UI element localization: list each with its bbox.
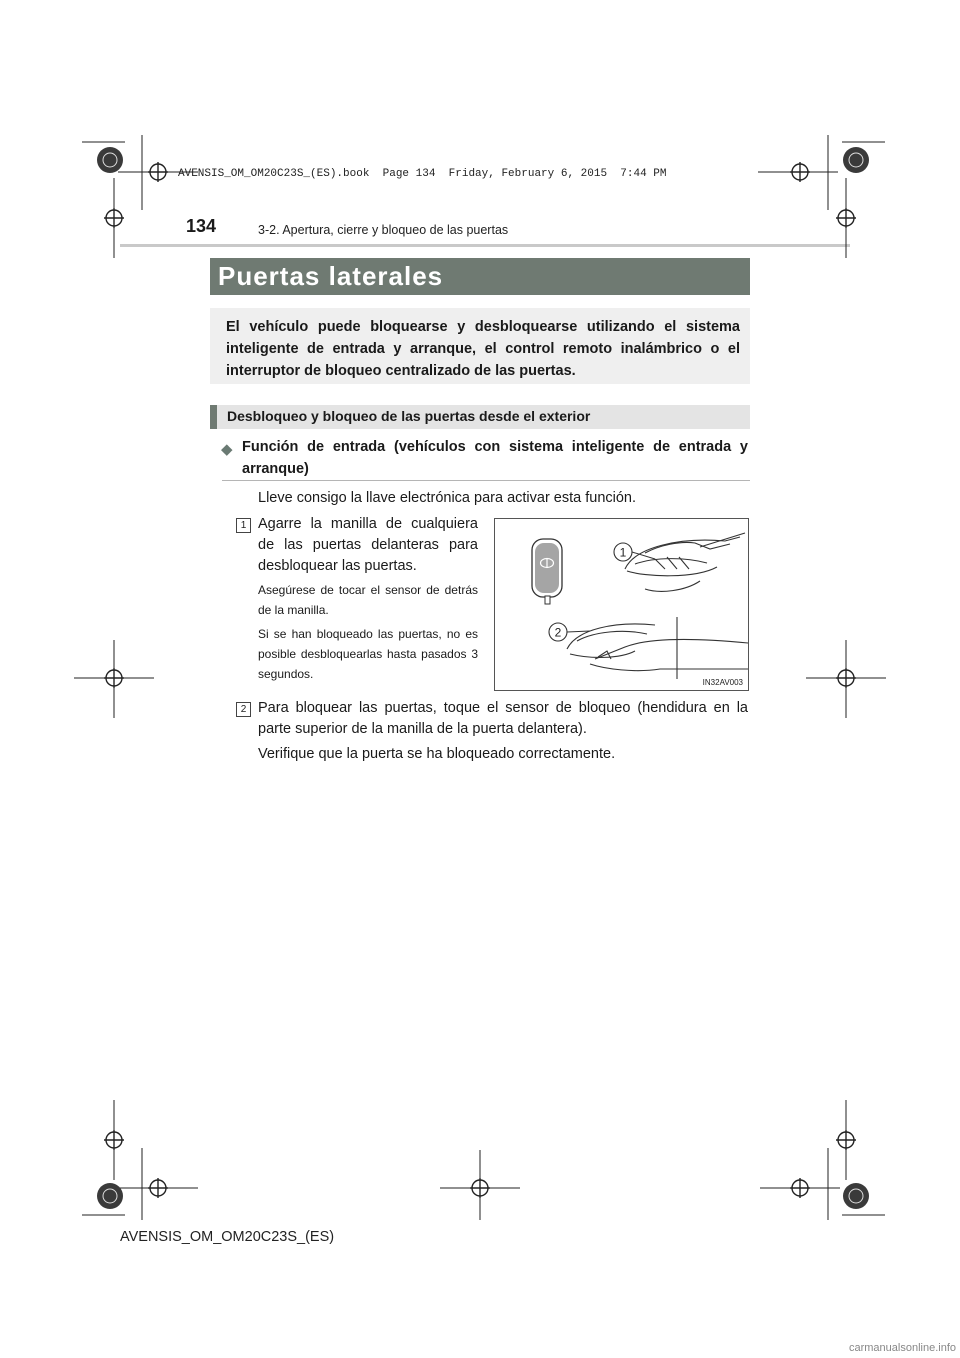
feature-lead: Lleve consigo la llave electrónica para activar esta función. bbox=[258, 490, 637, 506]
callout-2-label: 2 bbox=[554, 625, 562, 640]
watermark: carmanualsonline.info bbox=[848, 1342, 956, 1354]
figure-code: IN32AV003 bbox=[702, 678, 743, 687]
diamond-bullet-icon: ◆ bbox=[221, 441, 233, 458]
page-title: Puertas laterales bbox=[218, 261, 444, 291]
callout-1-label: 1 bbox=[619, 545, 627, 560]
print-stamp: AVENSIS_OM_OM20C23S_(ES).book Page 134 Friday, February 6, 2015 7:44 PM bbox=[178, 168, 667, 180]
step-number-1: 1 bbox=[236, 518, 251, 533]
step-2-text: Para bloquear las puertas, toque el sensor de bloqueo (hendidura en la parte superior de la manilla de la puerta delantera). bbox=[258, 700, 748, 737]
step-2-followup: Verifique que la puerta se ha bloqueado correctamente. bbox=[258, 746, 616, 762]
page-number: 134 bbox=[186, 216, 217, 236]
step-1-note-2: Si se han bloqueado las puertas, no es posible desbloquearlas hasta pasados 3 segundos. bbox=[258, 627, 478, 681]
step-1-note-1: Asegúrese de tocar el sensor de detrás de la manilla. bbox=[258, 583, 478, 617]
subheading: Desbloqueo y bloqueo de las puertas desde el exterior bbox=[227, 408, 591, 424]
step-number-2: 2 bbox=[236, 702, 251, 717]
footer-code: AVENSIS_OM_OM20C23S_(ES) bbox=[120, 1229, 335, 1245]
step-1-text: Agarre la manilla de cualquiera de las puertas delanteras para desbloquear las puertas. bbox=[258, 516, 478, 574]
intro-text: El vehículo puede bloquearse y desbloquearse utilizando el sistema inteligente de entrada y arranque, el control remoto inalámbrico o el interruptor de bloqueo centralizado de las puertas. bbox=[226, 319, 740, 379]
section-header: 3-2. Apertura, cierre y bloqueo de las puertas bbox=[258, 223, 509, 237]
feature-title: Función de entrada (vehículos con sistema inteligente de entrada y arranque) bbox=[242, 439, 748, 477]
